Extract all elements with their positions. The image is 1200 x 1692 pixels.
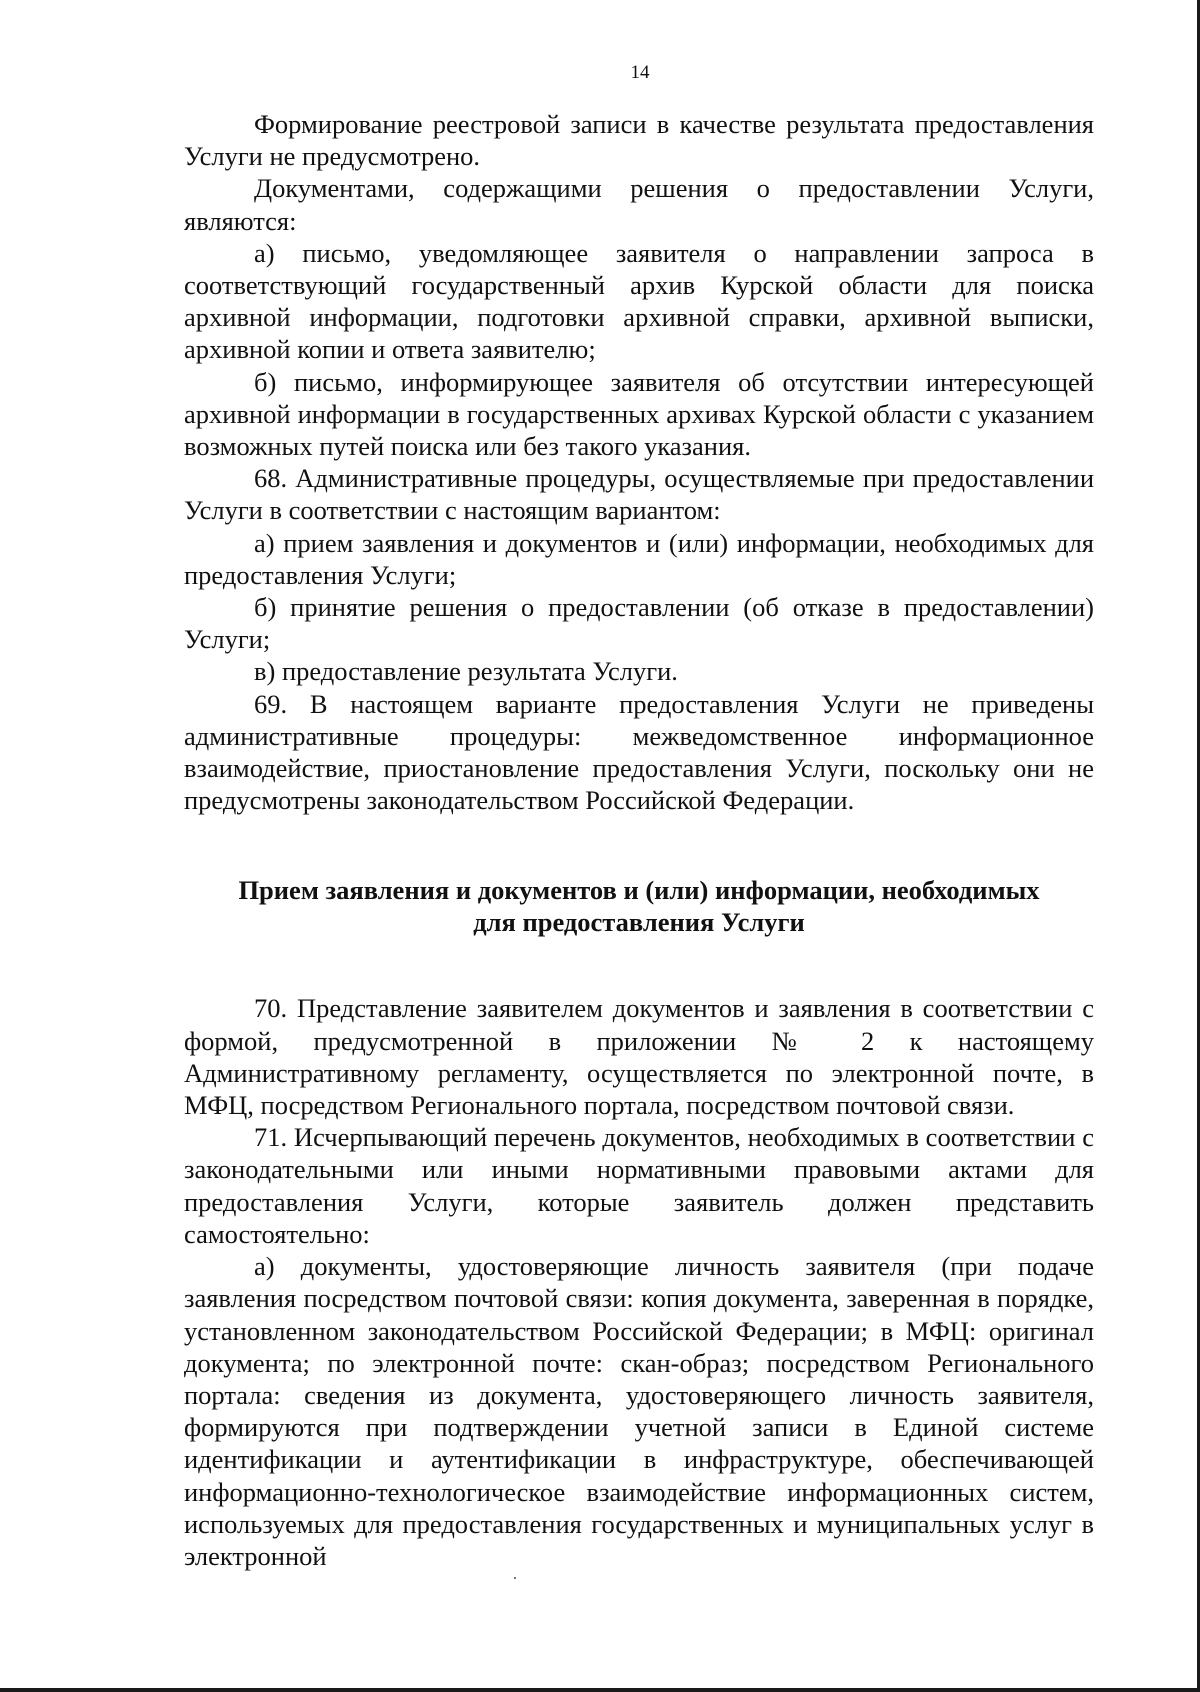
paragraph-68-item-b: б) принятие решения о предоставлении (об отказе в предоставлении) Услуги; (184, 592, 1094, 655)
paragraph-registry-record: Формирование реестровой записи в качестве результата предоставления Услуги не предусмотрено. (184, 109, 1094, 172)
section-heading (184, 874, 1094, 938)
paragraph-68-item-c: в) предоставление результата Услуги. (254, 656, 678, 687)
page-number: 14 (630, 62, 650, 83)
paragraph-68-item-a: а) прием заявления и документов и (или) информации, необходимых для предоставления Услуги; (184, 527, 1094, 590)
paragraph-71-item-a: а) документы, удостоверяющие личность заявителя (при подаче заявления посредством почтовой связи: копия документа, заверенная в порядке, установленном законодательством Российской Федерации; в МФЦ: оригинал документа; по электронной почте: скан-образ; посредством Регионального портала: сведения из документа, удостоверяющего личность заявителя, формируются при подтверждении учетной записи в Единой системе идентификации и аутентификации в инфраструктуре, обеспечивающей информационно-технологическое взаимодействие информационных систем, используемых для предоставления государственных и муниципальных услуг в электронной (184, 1251, 1094, 1571)
paragraph-decision-documents: Документами, содержащими решения о предоставлении Услуги, являются: (184, 173, 1094, 236)
paragraph-item-b-absence-letter: б) письмо, информирующее заявителя об отсутствии интересующей архивной информации в государственных архивах Курской области с указанием возможных путей поиска или без такого указания. (184, 366, 1094, 462)
scan-speck (514, 1577, 516, 1579)
paragraph-70: 70. Представление заявителем документов и заявления в соответствии с формой, предусмотренной в приложении № 2 к настоящему Административному регламенту, осуществляется по электронной почте, в МФЦ, посредством Регионального портала, посредством почтовой связи. (184, 993, 1094, 1121)
paragraph-71: 71. Исчерпывающий перечень документов, необходимых в соответствии с законодательными или иными нормативными правовыми актами для предоставления Услуги, которые заявитель должен представить самостоятельно: (184, 1122, 1094, 1249)
section-heading-line-1: Прием заявления и документов и (или) информации, необходимых (238, 875, 1040, 906)
paragraph-item-a-request-letter: а) письмо, уведомляющее заявителя о направлении запроса в соответствующий государственный архив Курской области для поиска архивной информации, подготовки архивной справки, архивной выписки, архивной копии и ответа заявителю; (184, 237, 1094, 365)
document-body (184, 108, 1094, 1572)
scan-border-bottom (0, 1688, 1200, 1692)
section-heading-line-2: для предоставления Услуги (473, 907, 805, 938)
paragraph-69: 69. В настоящем варианте предоставления Услуги не приведены административные процедуры: межведомственное информационное взаимодействие, приостановление предоставления Услуги, поскольку они не предусмотрены законодательством Российской Федерации. (184, 688, 1094, 816)
paragraph-68-procedures: 68. Административные процедуры, осуществляемые при предоставлении Услуги в соответствии с настоящим вариантом: (184, 463, 1094, 526)
